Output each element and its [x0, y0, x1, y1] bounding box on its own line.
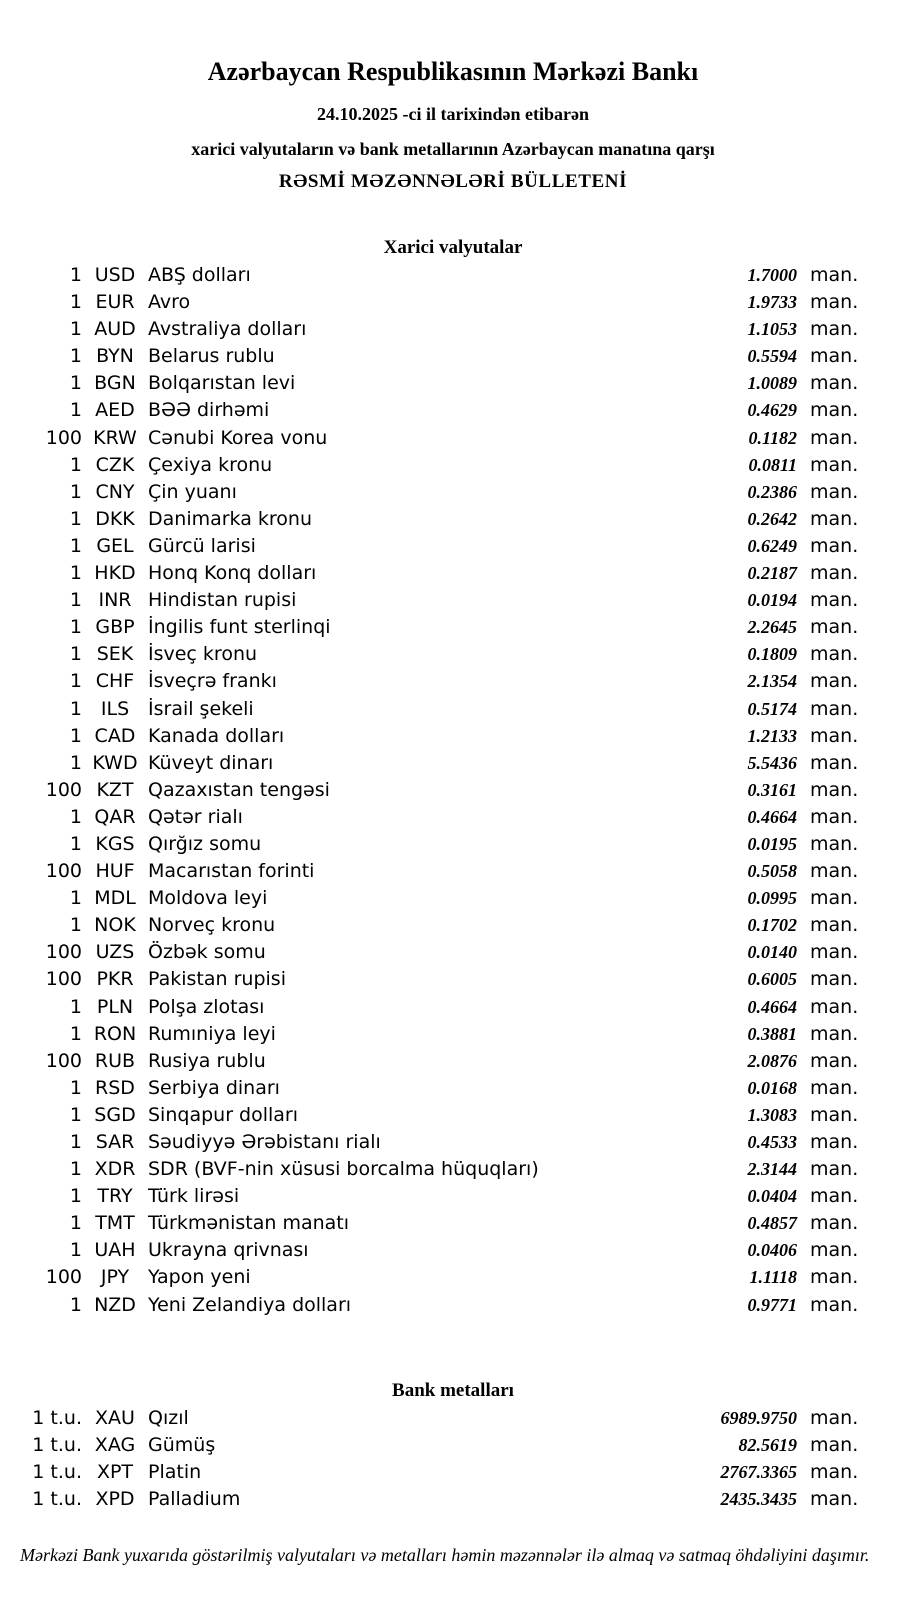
rate-value: 0.4857	[747, 1213, 797, 1234]
unit-label: man.	[810, 941, 859, 964]
rate-quantity: 1	[69, 589, 82, 612]
rate-row	[0, 452, 906, 479]
rate-quantity: 1	[69, 1293, 82, 1316]
currency-name: Honq Konq dolları	[148, 562, 317, 585]
rate-row	[0, 1021, 906, 1048]
rate-value: 0.1182	[748, 427, 797, 448]
rate-quantity: 1	[69, 751, 82, 774]
unit-label: man.	[810, 1460, 859, 1483]
rate-value: 0.1809	[747, 644, 797, 665]
rate-quantity: 1	[69, 914, 82, 937]
currency-code: HUF	[95, 860, 135, 883]
currency-code: NZD	[94, 1293, 136, 1316]
rate-row	[0, 1048, 906, 1075]
rate-row	[0, 587, 906, 614]
currency-name: Belarus rublu	[148, 345, 275, 368]
currency-name: Serbiya dinarı	[148, 1076, 280, 1099]
rate-row	[0, 696, 906, 723]
rate-quantity: 1	[69, 724, 82, 747]
rate-row	[0, 912, 906, 939]
unit-label: man.	[810, 453, 859, 476]
currency-code: XAU	[95, 1406, 135, 1429]
currency-name: Platin	[148, 1460, 202, 1483]
currency-code: SEK	[96, 643, 134, 666]
rate-row	[0, 1129, 906, 1156]
currency-name: İsveçrə frankı	[148, 670, 277, 693]
rate-row	[0, 425, 906, 452]
rate-row	[0, 1102, 906, 1129]
rate-quantity: 1 t.u.	[32, 1406, 82, 1429]
rate-quantity: 1	[69, 562, 82, 585]
rate-quantity: 1	[69, 1103, 82, 1126]
rate-value: 0.3161	[747, 779, 797, 800]
currency-code: GBP	[95, 616, 135, 639]
rate-quantity: 1	[69, 1239, 82, 1262]
rate-row	[0, 1459, 906, 1486]
rate-quantity: 1	[69, 805, 82, 828]
rate-row	[0, 343, 906, 370]
currency-code: TMT	[95, 1212, 135, 1235]
rate-row	[0, 966, 906, 993]
unit-label: man.	[810, 1131, 859, 1153]
currency-name: Kanada dolları	[148, 724, 285, 747]
currency-name: SDR (BVF-nin xüsusi borcalma hüquqları)	[148, 1158, 539, 1181]
currency-code: SGD	[94, 1103, 136, 1126]
rate-quantity: 1 t.u.	[32, 1487, 82, 1510]
currency-name: İsrail şekeli	[148, 697, 254, 720]
rate-value: 82.5619	[738, 1434, 797, 1455]
effective-date-line: 24.10.2025 -ci il tarixindən etibarən	[317, 104, 589, 124]
unit-label: man.	[810, 832, 859, 855]
currency-code: PLN	[96, 995, 134, 1018]
rate-value: 0.6249	[747, 535, 797, 556]
rate-row	[0, 777, 906, 804]
rate-row	[0, 750, 906, 777]
rate-quantity: 1	[69, 1076, 82, 1099]
currency-name: Cənubi Korea vonu	[148, 426, 328, 449]
currency-code: XPT	[96, 1460, 134, 1483]
metals-section-title: Bank metalları	[392, 1379, 514, 1401]
rate-row	[0, 370, 906, 397]
rate-value: 0.0406	[747, 1240, 797, 1261]
currency-code: BYN	[96, 345, 134, 368]
currency-name: Bolqarıstan levi	[148, 372, 296, 395]
unit-label: man.	[810, 1487, 859, 1510]
currency-code: CNY	[95, 480, 135, 503]
currency-name: Qazaxıstan tengəsi	[148, 778, 330, 801]
unit-label: man.	[810, 1158, 859, 1181]
unit-label: man.	[810, 1185, 859, 1208]
rate-value: 2435.3435	[720, 1488, 797, 1509]
currency-name: Özbək somu	[148, 941, 266, 964]
rate-value: 0.4533	[747, 1132, 797, 1152]
bulletin-header	[0, 0, 906, 192]
rate-quantity: 100	[45, 426, 82, 449]
rate-quantity: 1	[69, 697, 82, 720]
rate-row	[0, 994, 906, 1021]
rate-quantity: 1	[69, 832, 82, 855]
unit-label: man.	[810, 1103, 859, 1126]
rate-value: 0.0995	[747, 888, 797, 909]
unit-label: man.	[810, 670, 859, 693]
rate-value: 5.5436	[747, 752, 797, 773]
rate-row	[0, 262, 906, 289]
rate-quantity: 1	[69, 1131, 82, 1153]
currency-name: Çin yuanı	[148, 480, 237, 503]
rate-quantity: 1	[69, 1158, 82, 1181]
rate-quantity: 1	[69, 507, 82, 530]
rate-row	[0, 1210, 906, 1237]
unit-label: man.	[810, 724, 859, 747]
rate-value: 0.0195	[747, 833, 797, 854]
rate-row	[0, 1405, 906, 1432]
currencies-section-title: Xarici valyutalar	[383, 237, 523, 258]
currency-name: Qırğız somu	[148, 832, 262, 855]
rate-value: 0.9771	[747, 1294, 797, 1315]
rate-quantity: 1	[69, 399, 82, 422]
rate-quantity: 1	[69, 534, 82, 557]
rate-value: 0.5174	[747, 698, 797, 719]
rate-quantity: 1	[69, 480, 82, 503]
rate-quantity: 1	[69, 616, 82, 639]
rate-value: 1.0089	[747, 373, 797, 394]
rate-quantity: 1	[69, 995, 82, 1018]
currency-code: ILS	[100, 697, 130, 720]
currency-code: KZT	[96, 778, 134, 801]
rate-quantity: 1	[69, 1022, 82, 1045]
unit-label: man.	[810, 372, 859, 395]
unit-label: man.	[810, 914, 859, 937]
rate-row	[0, 1237, 906, 1264]
unit-label: man.	[810, 399, 859, 422]
currency-name: BƏƏ dirhəmi	[148, 399, 270, 422]
currency-code: EUR	[95, 291, 135, 314]
currency-code: UAH	[94, 1239, 136, 1262]
rate-value: 6989.9750	[720, 1407, 797, 1428]
rate-value: 2.3144	[747, 1159, 797, 1180]
rate-quantity: 1	[69, 887, 82, 910]
currency-code: XPD	[95, 1487, 135, 1510]
unit-label: man.	[810, 589, 859, 612]
rate-row	[0, 506, 906, 533]
rate-quantity: 100	[45, 860, 82, 883]
rate-row	[0, 316, 906, 343]
currency-name: Palladium	[148, 1487, 241, 1510]
rate-quantity: 100	[45, 968, 82, 991]
rate-quantity: 100	[45, 941, 82, 964]
rate-quantity: 1	[69, 670, 82, 693]
rate-value: 2.1354	[747, 671, 797, 692]
rate-row	[0, 289, 906, 316]
rate-value: 1.1053	[747, 319, 797, 340]
currency-name: Rumıniya leyi	[148, 1022, 276, 1045]
currency-name: Rusiya rublu	[148, 1049, 266, 1072]
currency-code: XAG	[94, 1433, 136, 1456]
unit-label: man.	[810, 968, 859, 991]
unit-label: man.	[810, 507, 859, 530]
currency-code: AUD	[94, 318, 136, 341]
rate-value: 0.2187	[747, 563, 797, 584]
rate-row	[0, 560, 906, 587]
currency-name: Avro	[148, 291, 191, 314]
unit-label: man.	[810, 643, 859, 666]
currency-name: Yeni Zelandiya dolları	[148, 1293, 352, 1316]
currency-name: Hindistan rupisi	[148, 589, 297, 612]
currency-code: PKR	[96, 968, 134, 991]
rate-value: 1.7000	[747, 265, 797, 285]
rate-quantity: 1	[69, 453, 82, 476]
currency-code: XDR	[94, 1158, 136, 1181]
rate-row	[0, 804, 906, 831]
unit-label: man.	[810, 562, 859, 585]
rate-quantity: 1	[69, 372, 82, 395]
unit-label: man.	[810, 1239, 859, 1262]
rate-value: 0.0194	[747, 590, 797, 611]
currency-code: KWD	[92, 751, 138, 774]
rate-value: 0.4664	[747, 806, 797, 827]
currency-name: ABŞ dolları	[148, 264, 251, 286]
unit-label: man.	[810, 345, 859, 368]
unit-label: man.	[810, 616, 859, 639]
currency-name: Norveç kronu	[148, 914, 276, 937]
currency-code: RUB	[94, 1049, 136, 1072]
currency-code: CHF	[95, 670, 135, 693]
currency-name: Moldova leyi	[148, 887, 268, 910]
currency-code: DKK	[95, 507, 135, 530]
rate-row	[0, 1156, 906, 1183]
unit-label: man.	[810, 995, 859, 1018]
rate-row	[0, 1264, 906, 1291]
currency-name: Polşa zlotası	[148, 995, 265, 1018]
currency-name: İsveç kronu	[148, 643, 258, 666]
rate-quantity: 1	[69, 1185, 82, 1208]
unit-label: man.	[810, 1293, 859, 1316]
rate-row	[0, 939, 906, 966]
currency-code: BGN	[94, 372, 136, 395]
unit-label: man.	[810, 1049, 859, 1072]
rate-quantity: 1	[69, 318, 82, 341]
rate-value: 0.5058	[747, 861, 797, 882]
rate-value: 0.2386	[747, 481, 797, 502]
unit-label: man.	[810, 1406, 859, 1429]
unit-label: man.	[810, 805, 859, 828]
unit-label: man.	[810, 778, 859, 801]
rate-quantity: 1	[69, 643, 82, 666]
currency-code: NOK	[94, 914, 136, 937]
rate-row	[0, 533, 906, 560]
currency-code: CZK	[95, 453, 135, 476]
rate-row	[0, 885, 906, 912]
rate-value: 0.1702	[747, 915, 797, 936]
rate-row	[0, 858, 906, 885]
rate-quantity: 1 t.u.	[32, 1433, 82, 1456]
rate-value: 1.9733	[747, 292, 797, 313]
unit-label: man.	[810, 1266, 859, 1289]
rate-value: 0.6005	[747, 969, 797, 990]
footer-note: Mərkəzi Bank yuxarıda göstərilmiş valyutaları və metalları həmin məzənnələr ilə almaq və satmaq öhdəliyini daşımır.	[20, 1545, 870, 1566]
unit-label: man.	[810, 697, 859, 720]
rate-value: 1.3083	[747, 1104, 797, 1125]
unit-label: man.	[810, 1212, 859, 1235]
unit-label: man.	[810, 264, 859, 286]
rate-quantity: 100	[45, 778, 82, 801]
currency-code: INR	[98, 589, 132, 612]
currency-name: Çexiya kronu	[148, 453, 273, 476]
bulletin-subtitle: xarici valyutaların və bank metallarının Azərbaycan manatına qarşı	[191, 139, 715, 159]
rate-value: 2.0876	[747, 1050, 797, 1071]
currency-code: QAR	[94, 805, 136, 828]
currency-code: AED	[95, 399, 135, 422]
rate-quantity: 1	[69, 291, 82, 314]
rate-value: 0.4664	[747, 996, 797, 1017]
currency-name: Küveyt dinarı	[148, 751, 274, 774]
rate-value: 0.0140	[747, 942, 797, 963]
rate-quantity: 100	[45, 1049, 82, 1072]
currency-code: RSD	[95, 1076, 135, 1099]
rate-value: 2767.3365	[720, 1461, 797, 1482]
rate-row	[0, 614, 906, 641]
currency-name: Danimarka kronu	[148, 507, 313, 530]
rate-row	[0, 668, 906, 695]
currency-name: Macarıstan forinti	[148, 860, 315, 883]
currency-code: RON	[93, 1022, 137, 1045]
rate-quantity: 1 t.u.	[32, 1460, 82, 1483]
currency-name: Pakistan rupisi	[148, 968, 286, 991]
currency-code: KRW	[93, 426, 137, 449]
currency-name: Qızıl	[148, 1406, 189, 1429]
bulletin-name: RƏSMİ MƏZƏNNƏLƏRİ BÜLLETENİ	[278, 171, 628, 192]
unit-label: man.	[810, 1076, 859, 1099]
currency-name: Gürcü larisi	[148, 534, 256, 557]
rate-row	[0, 479, 906, 506]
rate-value: 0.0168	[747, 1077, 797, 1098]
rate-value: 1.2133	[747, 725, 797, 746]
rate-quantity: 1	[69, 264, 82, 286]
unit-label: man.	[810, 1022, 859, 1045]
unit-label: man.	[810, 860, 859, 883]
unit-label: man.	[810, 1433, 859, 1456]
unit-label: man.	[810, 291, 859, 314]
currency-code: GEL	[96, 534, 134, 557]
currency-code: CAD	[94, 724, 136, 747]
unit-label: man.	[810, 534, 859, 557]
currency-name: Yapon yeni	[148, 1266, 251, 1289]
metal-rate-table	[0, 1405, 906, 1513]
currency-name: Ukrayna qrivnası	[148, 1239, 309, 1262]
unit-label: man.	[810, 887, 859, 910]
rate-row	[0, 723, 906, 750]
currency-name: Sinqapur dolları	[148, 1103, 299, 1126]
currency-code: HKD	[94, 562, 136, 585]
rate-value: 0.2642	[747, 508, 797, 529]
rate-value: 0.5594	[747, 346, 797, 367]
currency-code: JPY	[100, 1266, 130, 1289]
rate-row	[0, 641, 906, 668]
unit-label: man.	[810, 426, 859, 449]
currency-code: MDL	[94, 887, 136, 910]
rate-value: 2.2645	[747, 617, 797, 638]
rate-value: 0.0811	[748, 454, 797, 475]
currency-name: Gümüş	[148, 1433, 216, 1456]
unit-label: man.	[810, 318, 859, 341]
unit-label: man.	[810, 751, 859, 774]
currency-name: Qətər rialı	[148, 805, 243, 828]
rate-row	[0, 1486, 906, 1513]
rate-row	[0, 1432, 906, 1459]
currency-code: TRY	[97, 1185, 133, 1208]
currency-name: Avstraliya dolları	[148, 318, 307, 341]
currency-name: Türkmənistan manatı	[148, 1212, 350, 1235]
currency-code: SAR	[95, 1131, 135, 1153]
rate-quantity: 100	[45, 1266, 82, 1289]
rate-row	[0, 397, 906, 424]
rate-row	[0, 1292, 906, 1319]
rate-value: 0.3881	[747, 1023, 797, 1044]
rate-value: 0.0404	[747, 1186, 797, 1207]
currency-rate-table	[0, 262, 906, 1319]
rate-row	[0, 1183, 906, 1210]
rate-quantity: 1	[69, 1212, 82, 1235]
rate-value: 1.1118	[749, 1267, 797, 1288]
currency-name: Türk lirəsi	[148, 1185, 240, 1208]
currency-name: Səudiyyə Ərəbistanı rialı	[148, 1131, 381, 1153]
rate-quantity: 1	[69, 345, 82, 368]
bank-title: Azərbaycan Respublikasının Mərkəzi Bankı	[207, 57, 699, 86]
rate-row	[0, 1075, 906, 1102]
currency-code: KGS	[95, 832, 135, 855]
currency-name: İngilis funt sterlinqi	[148, 616, 331, 639]
unit-label: man.	[810, 480, 859, 503]
currency-code: UZS	[95, 941, 135, 964]
currency-code: USD	[94, 264, 136, 286]
rate-value: 0.4629	[747, 400, 797, 421]
rate-row	[0, 831, 906, 858]
